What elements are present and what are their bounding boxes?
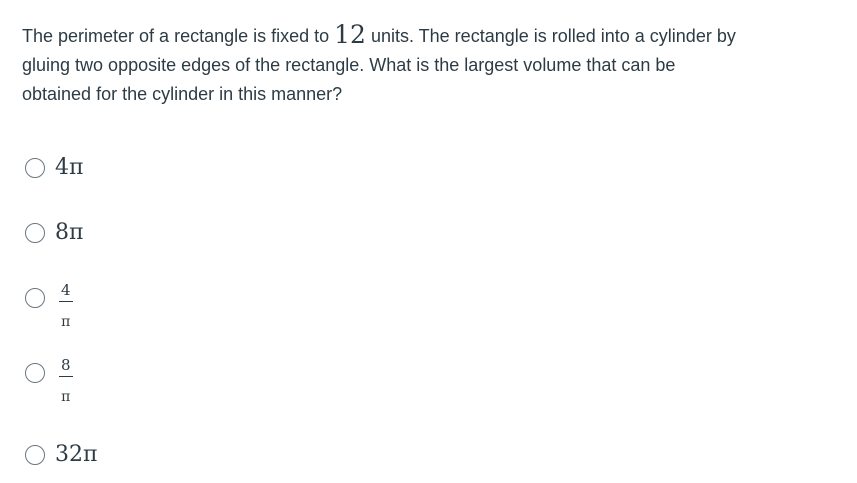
radio-button-1[interactable] [25, 158, 45, 178]
answer-option-5-label: 32π [55, 442, 98, 467]
answer-option-2-label: 8π [55, 220, 84, 245]
radio-button-3[interactable] [25, 288, 45, 308]
answer-option-4-fraction [59, 357, 73, 405]
answer-option-1[interactable] [25, 155, 83, 180]
question-text [22, 20, 742, 109]
radio-button-2[interactable] [25, 223, 45, 243]
perimeter-value: 12 [334, 20, 366, 49]
question-text-part1: The perimeter of a rectangle is fixed to [22, 26, 335, 46]
radio-button-5[interactable] [25, 445, 45, 465]
fraction-denominator: π [61, 389, 71, 405]
answer-option-1-label: 4π [55, 155, 84, 180]
answer-option-3-fraction [59, 282, 73, 330]
answer-option-5[interactable] [25, 442, 97, 467]
fraction-numerator: 4 [59, 282, 73, 302]
radio-button-4[interactable] [25, 363, 45, 383]
question-text-part2: units. The rectangle is rolled into a cylinder by gluing two opposite edges of the rectangle. What is the largest volume that can be obtained for the cylinder in this manner? [22, 26, 736, 104]
fraction-denominator: π [61, 314, 71, 330]
answer-option-3[interactable] [25, 282, 73, 330]
answer-option-2[interactable] [25, 220, 83, 245]
fraction-numerator: 8 [59, 357, 73, 377]
answer-option-4[interactable] [25, 357, 73, 405]
